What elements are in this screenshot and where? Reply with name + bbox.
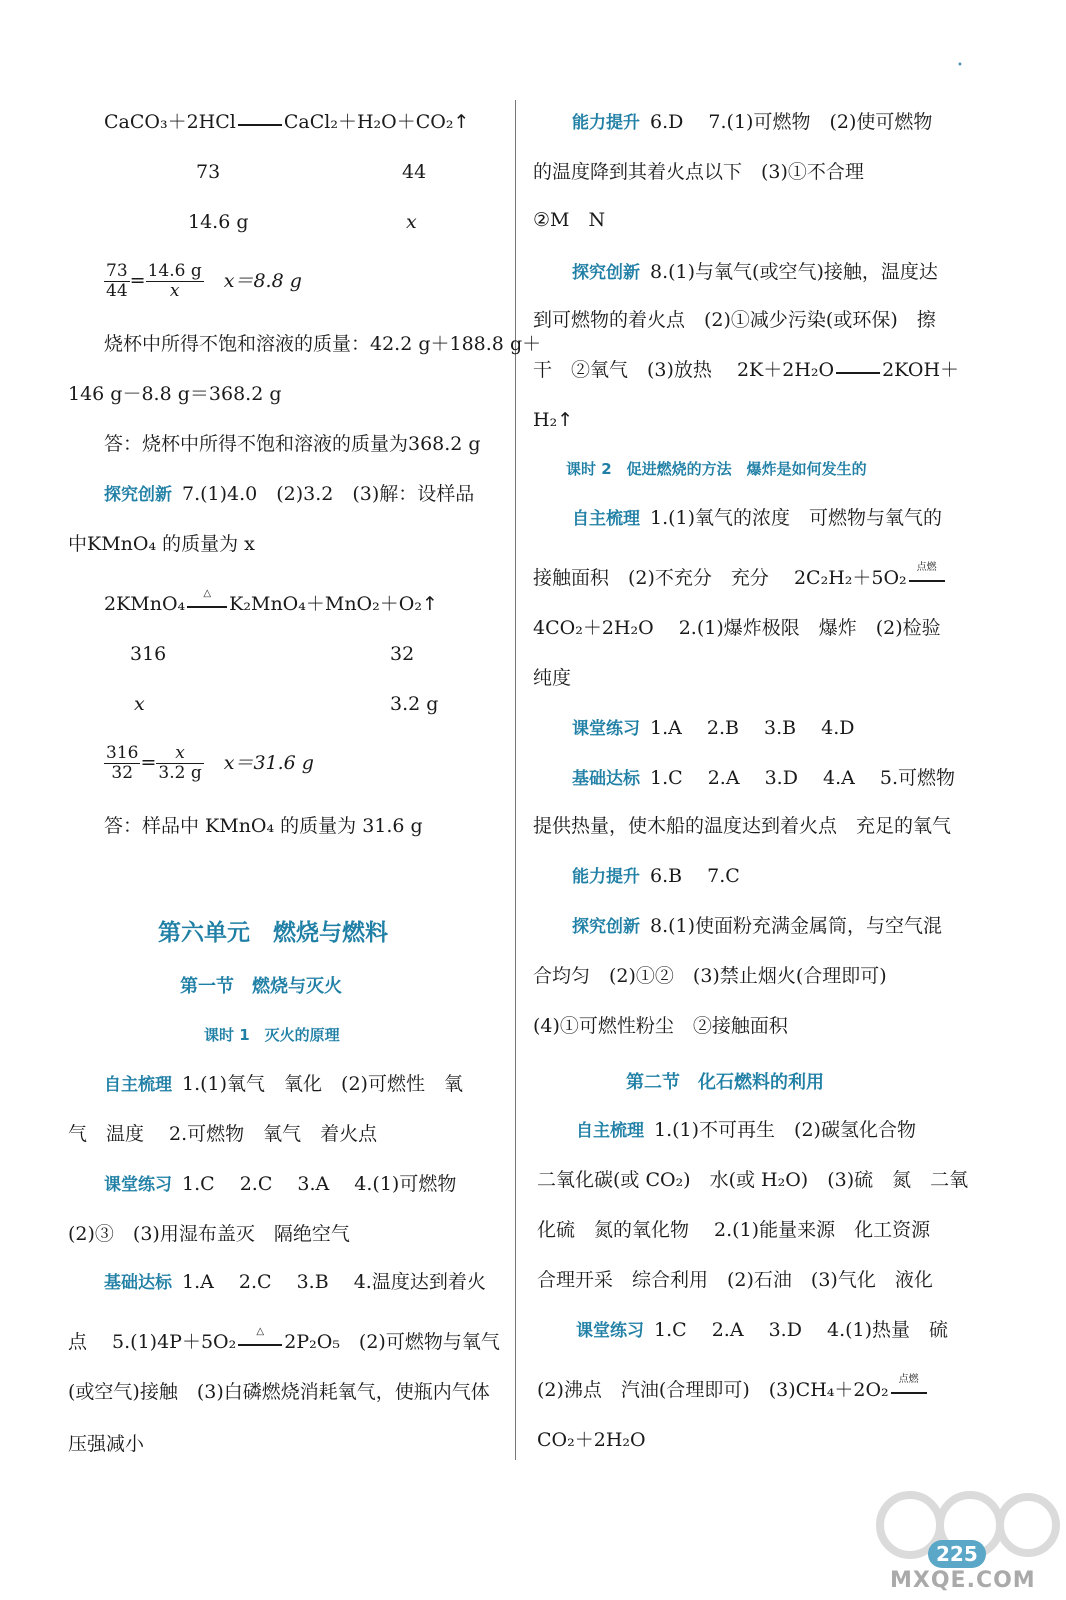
- section-title: 第一节 燃烧与灭火: [180, 976, 342, 997]
- gas-arrow-icon: ↑: [453, 111, 470, 133]
- text-line: ②M N: [533, 209, 606, 231]
- equals-sign: [836, 361, 880, 381]
- section-label: 自主梳理: [576, 1121, 644, 1141]
- text-line: 烧杯中所得不饱和溶液的质量：42.2 g＋188.8 g＋: [104, 333, 542, 355]
- eq-reactants: CaCO₃＋2HCl: [104, 111, 236, 133]
- section-zizhu: [576, 1118, 916, 1143]
- section-tanjiu: [572, 914, 942, 939]
- equation-k: [533, 358, 959, 382]
- text-line: 到可燃物的着火点 (2)①减少污染(或环保) 擦: [533, 309, 936, 331]
- result-x: x＝31.6 g: [223, 751, 314, 774]
- text-line: 二氧化碳(或 CO₂) 水(或 H₂O) (3)硫 氮 二氧: [537, 1169, 969, 1191]
- section-text: 1.C 2.C 3.A 4.(1)可燃物: [182, 1173, 457, 1195]
- equals-sign: [909, 562, 945, 589]
- denominator: 32: [111, 763, 134, 783]
- eq-reactants: 2KMnO₄: [104, 593, 186, 615]
- eq-reactants: 干 ②氧气 (3)放热 2K＋2H₂O: [533, 359, 835, 381]
- section-jichu: [104, 1270, 486, 1295]
- section-label: 基础达标: [572, 769, 640, 789]
- answer-line: 答：样品中 KMnO₄ 的质量为 31.6 g: [104, 815, 423, 837]
- corner-mark: •: [957, 60, 963, 71]
- eq-reactants: 点 5.(1)4P＋5O₂: [68, 1331, 237, 1353]
- section-ketang: [104, 1172, 456, 1197]
- column-divider: [515, 100, 516, 1460]
- fraction-x-mass: [156, 744, 203, 783]
- denominator: 44: [106, 281, 128, 301]
- equals-sign: [891, 1374, 927, 1401]
- unknown-x: x: [134, 693, 145, 715]
- section-label: 自主梳理: [104, 1075, 172, 1095]
- gas-arrow-icon: ↑: [421, 593, 438, 615]
- text-line: 提供热量，使木船的温度达到着火点 充足的氧气: [533, 815, 952, 837]
- eq-reactants: 接触面积 (2)不充分 充分 2C₂H₂＋5O₂: [533, 567, 907, 589]
- text-line: (或空气)接触 (3)白磷燃烧消耗氧气，使瓶内气体: [68, 1381, 490, 1403]
- section-text: 1.C 2.A 3.D 4.(1)热量 硫: [654, 1319, 949, 1341]
- section-jichu: [572, 766, 955, 791]
- text-line: 中KMnO₄ 的质量为 x: [68, 533, 255, 555]
- fraction-73-44: [104, 262, 130, 301]
- section-text: 6.D 7.(1)可燃物 (2)使可燃物: [650, 111, 933, 133]
- section-ketang: [576, 1318, 948, 1343]
- section-label: 能力提升: [572, 867, 640, 887]
- eq-products: CaCl₂＋H₂O＋CO₂: [283, 111, 454, 133]
- text-line: 压强减小: [68, 1433, 145, 1455]
- condition: 点燃: [898, 1374, 919, 1385]
- section-text: 8.(1)与氧气(或空气)接触，温度达: [650, 261, 938, 283]
- section-text: 1.(1)氧气 氧化 (2)可燃性 氧: [182, 1073, 463, 1095]
- given-mass: 14.6 g: [188, 211, 249, 233]
- text-line: 合理开采 综合利用 (2)石油 (3)气化 液化: [537, 1269, 933, 1291]
- text-line: 合均匀 (2)①② (3)禁止烟火(合理即可): [533, 965, 887, 987]
- section-tanjiu: [104, 482, 474, 507]
- text-line: 146 g－8.8 g＝368.2 g: [68, 383, 282, 405]
- page-number: 225: [928, 1540, 986, 1568]
- equals: =: [129, 269, 146, 292]
- unknown-x: x: [406, 211, 417, 233]
- text-line: (4)①可燃性粉尘 ②接触面积: [533, 1015, 788, 1037]
- section-text: 1.(1)氧气的浓度 可燃物与氧气的: [650, 507, 943, 529]
- condition: △: [256, 1326, 265, 1337]
- section-nengli: [572, 110, 932, 135]
- equals: =: [140, 751, 157, 774]
- numerator: 14.6 g: [147, 261, 202, 281]
- section-label: 探究创新: [104, 485, 172, 505]
- numerator: 73: [106, 261, 128, 281]
- text-line: CO₂＋2H₂O: [537, 1429, 646, 1451]
- denominator: x: [169, 281, 180, 301]
- mass-ratio-a: 316: [130, 643, 167, 665]
- result-x: x＝8.8 g: [223, 269, 302, 292]
- text-line: 的温度降到其着火点以下 (3)①不合理: [533, 161, 864, 183]
- condition: △: [203, 588, 212, 599]
- equation-c2h2: [533, 562, 947, 590]
- eq-reactants: (2)沸点 汽油(合理即可) (3)CH₄＋2O₂: [537, 1379, 889, 1401]
- section-zizhu: [104, 1072, 463, 1097]
- text-line: 化硫 氮的氧化物 2.(1)能量来源 化工资源: [537, 1219, 931, 1241]
- text-line: 气 温度 2.可燃物 氧气 着火点: [68, 1123, 378, 1145]
- equals-sign: [238, 1326, 282, 1353]
- section-zizhu: [572, 506, 942, 531]
- section-label: 探究创新: [572, 917, 640, 937]
- section-label: 自主梳理: [572, 509, 640, 529]
- equation-ch4: [537, 1374, 929, 1402]
- section-label: 能力提升: [572, 113, 640, 133]
- condition: 点燃: [916, 562, 937, 573]
- equals-sign: [238, 113, 282, 133]
- section-text: 1.A 2.C 3.B 4.温度达到着火: [182, 1271, 486, 1293]
- numerator: 316: [106, 743, 139, 763]
- text-line: [533, 408, 573, 432]
- text-line: 纯度: [533, 667, 572, 689]
- section-label: 基础达标: [104, 1273, 172, 1293]
- eq-products: 2KOH＋: [882, 359, 960, 381]
- section-ketang: [572, 716, 855, 741]
- section-text: 6.B 7.C: [650, 865, 740, 887]
- eq-products: K₂MnO₄＋MnO₂＋O₂: [229, 593, 422, 615]
- section-text: 1.C 2.A 3.D 4.A 5.可燃物: [650, 767, 956, 789]
- section-label: 课堂练习: [572, 719, 640, 739]
- mass-ratio-b: 32: [390, 643, 415, 665]
- equation-kmno4: [104, 588, 438, 616]
- proportion-1: [104, 262, 302, 301]
- lesson-title: 课时 1 灭火的原理: [204, 1026, 340, 1044]
- answer-line: 答：烧杯中所得不饱和溶液的质量为368.2 g: [104, 433, 481, 455]
- mass-ratio-b: 44: [402, 161, 427, 183]
- equation-caco3: [104, 110, 469, 134]
- watermark-text: MXQE.COM: [890, 1568, 1036, 1593]
- section-text: 8.(1)使面粉充满金属筒，与空气混: [650, 915, 943, 937]
- section-tanjiu: [572, 260, 938, 285]
- mass-ratio-a: 73: [196, 161, 221, 183]
- numerator: x: [156, 744, 203, 764]
- h2-text: H₂: [533, 409, 558, 431]
- text-line: (2)③ (3)用湿布盖灭 隔绝空气: [68, 1223, 350, 1245]
- text-line: 4CO₂＋2H₂O 2.(1)爆炸极限 爆炸 (2)检验: [533, 617, 941, 639]
- denominator: 3.2 g: [158, 763, 202, 783]
- lesson-title: 课时 2 促进燃烧的方法 爆炸是如何发生的: [566, 460, 867, 478]
- unit-title: 第六单元 燃烧与燃料: [158, 920, 388, 946]
- section-text: 1.A 2.B 3.B 4.D: [650, 717, 855, 739]
- section-text: 1.(1)不可再生 (2)碳氢化合物: [654, 1119, 916, 1141]
- section-text: 7.(1)4.0 (2)3.2 (3)解：设样品: [182, 483, 475, 505]
- section-label: 课堂练习: [576, 1321, 644, 1341]
- eq-products: 2P₂O₅ (2)可燃物与氧气: [284, 1331, 500, 1353]
- fraction-316-32: [104, 744, 140, 783]
- proportion-2: [104, 744, 314, 783]
- section-label: 课堂练习: [104, 1175, 172, 1195]
- section-label: 探究创新: [572, 263, 640, 283]
- given-mass: 3.2 g: [390, 693, 439, 715]
- equation-p: [68, 1326, 500, 1354]
- section-title: 第二节 化石燃料的利用: [626, 1072, 824, 1093]
- gas-arrow-icon: ↑: [557, 409, 574, 431]
- equals-sign: [187, 588, 227, 615]
- fraction-mass-x: [146, 262, 204, 301]
- section-nengli: [572, 864, 740, 889]
